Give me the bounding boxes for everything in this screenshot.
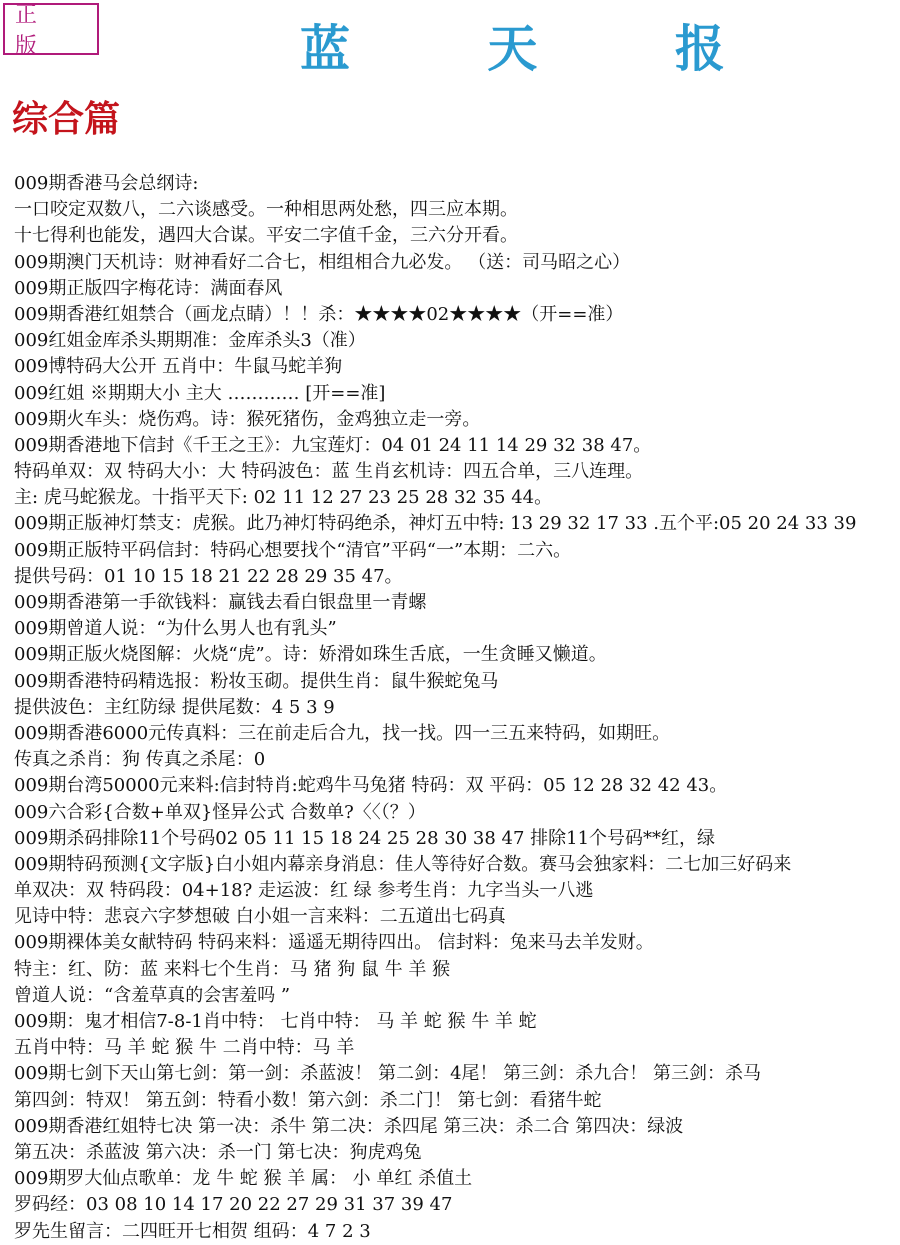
text-line: 009期香港地下信封《千王之王》：九宝莲灯：04 01 24 11 14 29 32 38 47。 xyxy=(14,434,652,456)
page-title: 蓝 天 报 xyxy=(300,19,785,78)
text-line: 009期裸体美女献特码 特码来料：遥遥无期待四出。 信封料：兔来马去羊发财。 xyxy=(14,932,654,954)
text-line: 单双决：双 特码段：04+18? 走运波：红 绿 参考生肖：九字当头一八逃 xyxy=(14,880,594,902)
text-line: 009博特码大公开 五肖中：牛鼠马蛇羊狗 xyxy=(14,356,343,378)
text-line: 009期香港马会总纲诗: xyxy=(14,173,199,194)
text-line: 009六合彩{合数+单双}怪异公式 合数单?〈〈（？） xyxy=(14,801,426,823)
text-line: 009红姐金库杀头期期准：金库杀头3（准） xyxy=(14,330,366,352)
text-line: 009期曾道人说：“为什么男人也有乳头” xyxy=(14,618,337,640)
article-body xyxy=(14,171,898,1245)
text-line: 009期香港红姐特七决 第一决：杀牛 第二决：杀四尾 第三决：杀二合 第四决：绿波 xyxy=(14,1115,684,1137)
text-line: 曾道人说：“含羞草真的会害羞吗 ” xyxy=(14,984,291,1006)
text-line: 009期台湾50000元来料:信封特肖:蛇鸡牛马兔猪 特码：双 平码：05 12 28 32 42 43。 xyxy=(14,775,728,797)
text-line: 一口咬定双数八，二六谈感受。一种相思两处愁，四三应本期。 xyxy=(14,199,518,221)
text-line: 009期香港红姐禁合（画龙点睛）！！杀：★★★★02★★★★（开==准） xyxy=(14,303,624,325)
edition-badge: 正 版 xyxy=(3,3,99,55)
text-line: 009期香港第一手欲钱料：赢钱去看白银盘里一青螺 xyxy=(14,592,427,613)
text-line: 009期澳门天机诗：财神看好二合七，相组相合九必发。 （送：司马昭之心） xyxy=(14,251,631,273)
text-line: 009期香港特码精选报：粉妆玉砌。提供生肖：鼠牛猴蛇兔马 xyxy=(14,670,499,692)
text-line: 009红姐 ※期期大小 主大 ………… [开==准] xyxy=(14,382,386,404)
text-line: 罗先生留言：二四旺开七相贺 组码：4 7 2 3 xyxy=(14,1220,371,1242)
text-line: 009期正版四字梅花诗：满面春风 xyxy=(14,277,283,299)
text-line: 五肖中特：马 羊 蛇 猴 牛 二肖中特：马 羊 xyxy=(14,1037,355,1059)
text-line: 009期正版神灯禁支：虎猴。此乃神灯特码绝杀，神灯五中特: 13 29 32 17 33 .五个平:05 20 24 33 39 xyxy=(14,513,857,535)
text-line: 009期七剑下天山第七剑：第一剑：杀蓝波！ 第二剑：4尾！ 第三剑：杀九合！ 第三剑：杀马 xyxy=(14,1063,761,1085)
text-line: 第五决：杀蓝波 第六决：杀一门 第七决：狗虎鸡兔 xyxy=(14,1141,422,1163)
text-line: 特主：红、防：蓝 来料七个生肖：马 猪 狗 鼠 牛 羊 猴 xyxy=(14,958,451,980)
section-heading: 综合篇 xyxy=(12,98,121,140)
text-line: 009期罗大仙点歌单：龙 牛 蛇 猴 羊 属： 小 单红 杀值土 xyxy=(14,1168,473,1190)
text-line: 见诗中特：悲哀六字梦想破 白小姐一言来料：二五道出七码真 xyxy=(14,906,506,928)
text-line: 009期火车头：烧伤鸡。诗：猴死猪伤，金鸡独立走一旁。 xyxy=(14,408,481,430)
text-line: 罗码经：03 08 10 14 17 20 22 27 29 31 37 39 47 xyxy=(14,1194,453,1216)
text-line: 主: 虎马蛇猴龙。十指平天下: 02 11 12 27 23 25 28 32 35 44。 xyxy=(14,487,553,509)
text-line: 提供号码：01 10 15 18 21 22 28 29 35 47。 xyxy=(14,565,403,587)
text-line: 009期正版火烧图解：火烧“虎”。诗：娇滑如珠生舌底，一生贪睡又懒道。 xyxy=(14,644,607,666)
text-line: 提供波色：主红防绿 提供尾数：4 5 3 9 xyxy=(14,696,335,718)
text-line: 009期正版特平码信封：特码心想要找个“清官”平码“一”本期：二六。 xyxy=(14,539,572,561)
text-line: 009期：鬼才相信7-8-1肖中特： 七肖中特： 马 羊 蛇 猴 牛 羊 蛇 xyxy=(14,1011,537,1032)
text-line: 十七得利也能发，遇四大合谋。平安二字值千金，三六分开看。 xyxy=(14,225,518,247)
text-line: 009期香港6000元传真料：三在前走后合九，找一找。四一三五来特码，如期旺。 xyxy=(14,722,671,744)
text-line: 特码单双：双 特码大小：大 特码波色：蓝 生肖玄机诗：四五合单，三八连理。 xyxy=(14,461,644,483)
text-line: 009期特码预测{文字版}白小姐内幕亲身消息：佳人等待好合数。赛马会独家料：二七加三好码来 xyxy=(14,853,792,875)
text-line: 传真之杀肖：狗 传真之杀尾：0 xyxy=(14,749,266,771)
text-line: 第四剑：特双！ 第五剑：特看小数！第六剑：杀二门！ 第七剑：看猪牛蛇 xyxy=(14,1089,602,1111)
text-line: 009期杀码排除11个号码02 05 11 15 18 24 25 28 30 38 47 排除11个号码**红，绿 xyxy=(14,827,716,849)
